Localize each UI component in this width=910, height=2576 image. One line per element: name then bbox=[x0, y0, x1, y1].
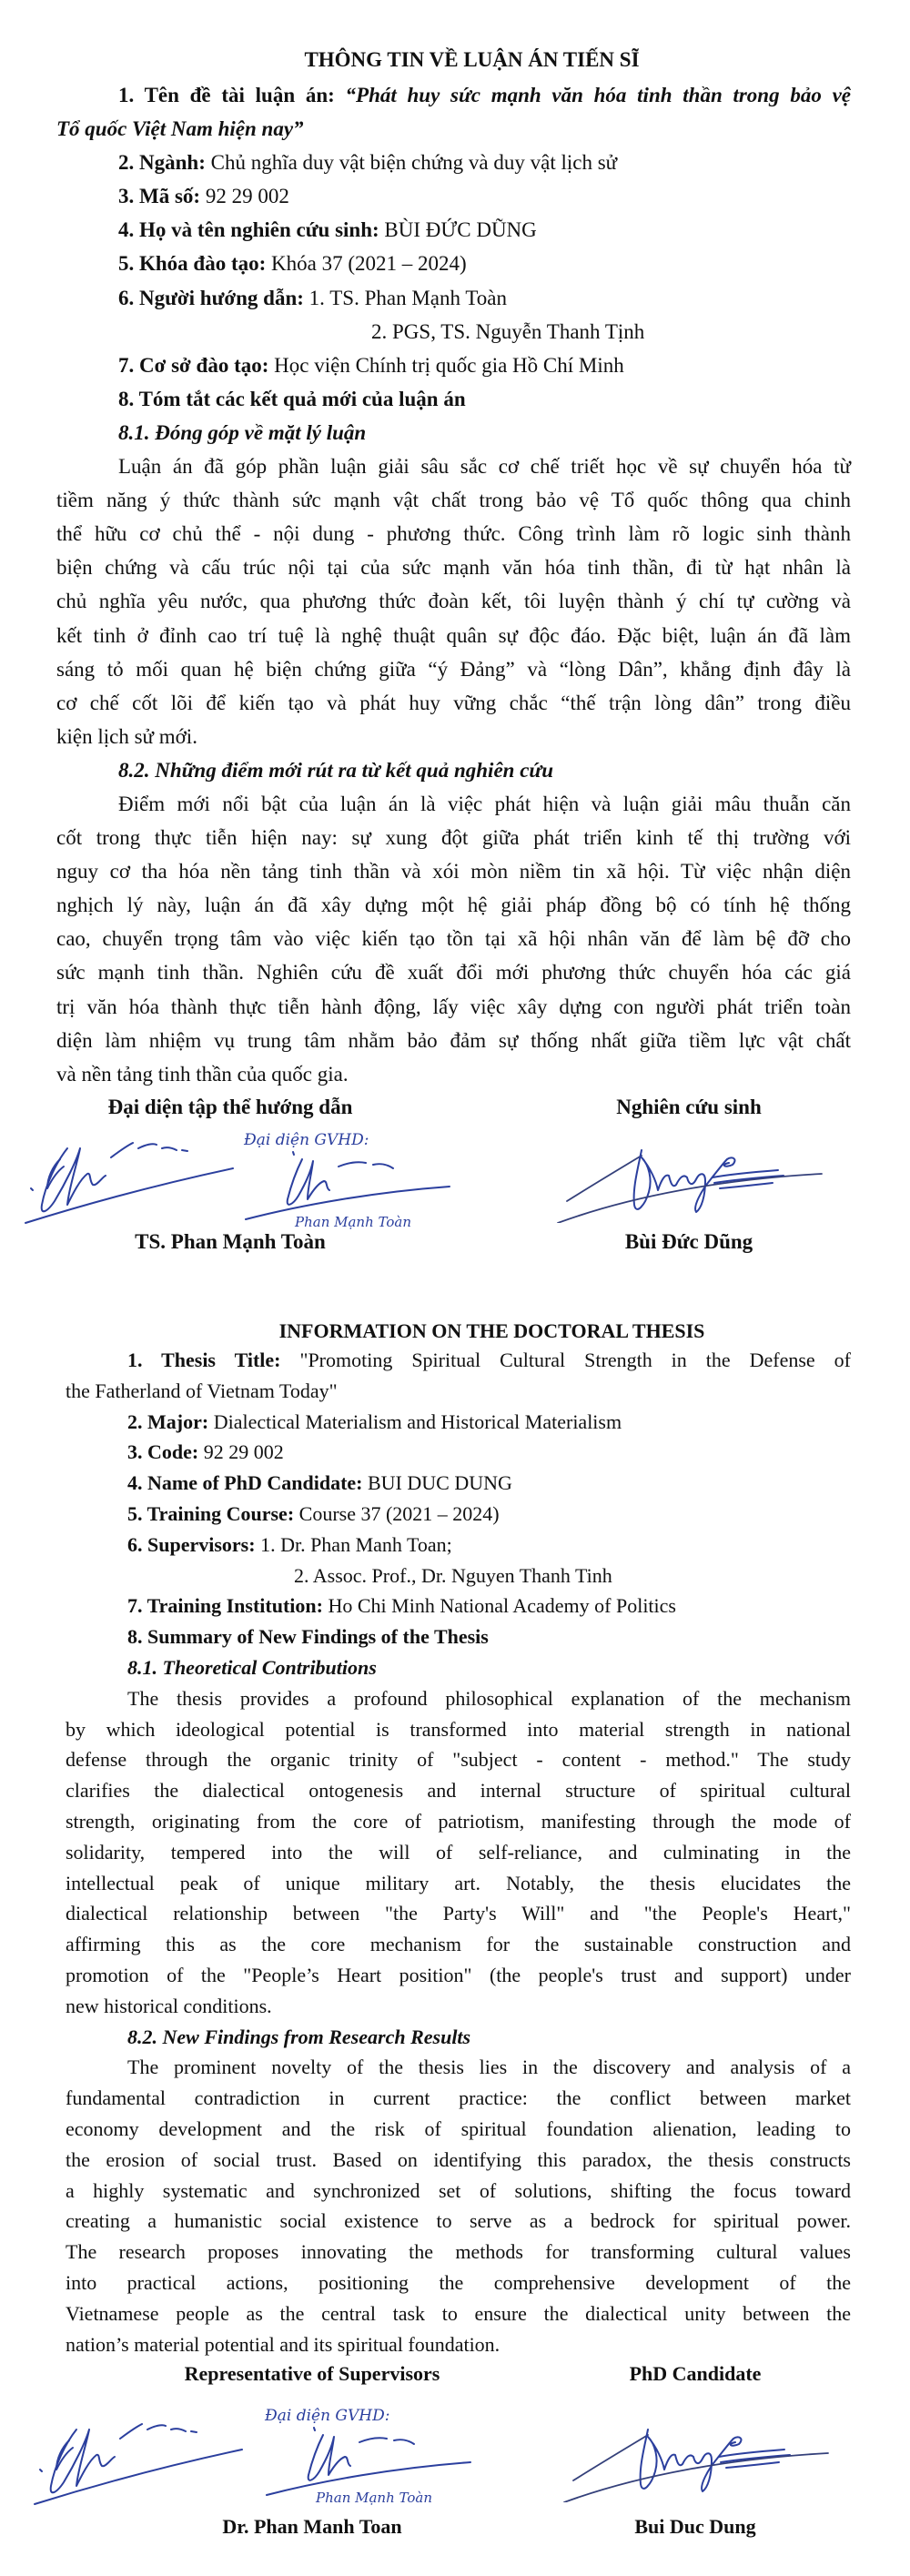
vi-s82-text: Điểm mới nổi bật của luận án là việc phát hiện và luận giải mâu thuẫn căn bbox=[118, 792, 851, 815]
en-document-title: INFORMATION ON THE DOCTORAL THESIS bbox=[278, 1319, 705, 1342]
vi-s81-text: biện chứng và cấu trúc nội tại của sức mạnh văn hóa tinh thần, đi từ hạt nhân là bbox=[56, 556, 851, 580]
en-s81-text: dialectical relationship between "the Party's Will" and "the People's Heart," bbox=[66, 1902, 851, 1925]
en-code-value: 92 29 002 bbox=[203, 1440, 284, 1464]
vi-s81-text: Luận án đã góp phần luận giải sâu sắc cơ chế triết học về sự chuyển hóa từ bbox=[118, 455, 851, 479]
en-candidate-line bbox=[66, 1468, 851, 1499]
en-s82-line bbox=[66, 2268, 851, 2298]
en-s81-line bbox=[66, 1837, 851, 1868]
vi-supervisor-1-signature-icon bbox=[20, 1121, 238, 1226]
vi-supervisors-line-2 bbox=[56, 315, 851, 349]
en-section-8-2-heading bbox=[66, 2022, 851, 2053]
en-s81-line bbox=[66, 1806, 851, 1837]
en-s81-line bbox=[66, 1775, 851, 1806]
en-thesis-title-line bbox=[66, 1345, 851, 1376]
vi-handwritten-note: Đại diện GVHD: bbox=[244, 1131, 369, 1149]
vi-s81-line bbox=[56, 619, 851, 652]
vi-s81-line bbox=[56, 686, 851, 720]
en-s81-text: solidarity, tempered into the will of self-reliance, and culminating in the bbox=[66, 1840, 851, 1864]
vi-s81-text: sáng tỏ mối quan hệ biện chứng giữa “ý Đảng” và “lòng Dân”, khẳng định đây là bbox=[56, 657, 851, 681]
en-s82-line bbox=[66, 2145, 851, 2176]
en-s81-text: clarifies the dialectical ontogenesis and internal structure of spiritual cultural bbox=[66, 1779, 851, 1803]
vi-s82-line bbox=[56, 1024, 851, 1057]
vi-supervisor-2: 2. PGS, TS. Nguyễn Thanh Tịnh bbox=[371, 319, 645, 343]
en-s82-text: economy development and the risk of spiritual foundation alienation, leading to bbox=[66, 2116, 851, 2140]
en-supervisor-sign-heading: Representative of Supervisors bbox=[184, 2362, 440, 2385]
en-s82-text: the erosion of social trust. Based on identifying this paradox, the thesis constructs bbox=[66, 2147, 851, 2171]
en-s81-text: by which ideological potential is transformed into material strength in national bbox=[66, 1717, 851, 1741]
vi-s81-text: thể hữu cơ chủ thể - nội dung - phương thức. Công trình làm rõ logic sinh thành bbox=[56, 522, 851, 546]
vi-supervisor-1: 1. TS. Phan Mạnh Toàn bbox=[308, 286, 507, 309]
en-s81-line bbox=[66, 1714, 851, 1745]
vi-section-8-1-heading-text: 8.1. Đóng góp về mặt lý luận bbox=[118, 420, 367, 444]
en-s81-text: strength, originating from the core of patriotism, manifesting through the mode of bbox=[66, 1809, 851, 1833]
vi-candidate-name: Bùi Đức Dũng bbox=[624, 1230, 753, 1253]
vi-s82-text: và nền tảng tinh thần của quốc gia. bbox=[56, 1062, 349, 1086]
en-s82-line bbox=[66, 2329, 851, 2360]
vi-candidate-signature-icon bbox=[551, 1132, 824, 1223]
en-course-label: 5. Training Course: bbox=[127, 1501, 295, 1525]
en-major-value: Dialectical Materialism and Historical Materialism bbox=[213, 1409, 622, 1433]
vi-summary-heading-text: 8. Tóm tắt các kết quả mới của luận án bbox=[118, 387, 466, 410]
en-supervisor-2-signature-icon bbox=[259, 2400, 487, 2510]
en-course-line bbox=[66, 1499, 851, 1530]
vi-thesis-info bbox=[56, 78, 851, 1091]
vi-s81-text: kết tinh ở đỉnh cao trí tuệ là nghệ thuật quân sự độc đáo. Đặc biệt, luận án đã làm bbox=[56, 623, 851, 647]
vi-thesis-title-value-cont: Tổ quốc Việt Nam hiện nay” bbox=[56, 117, 304, 141]
en-s82-text: nation’s material potential and its spiritual foundation. bbox=[66, 2332, 500, 2356]
vi-s81-text: tiềm năng ý thức thành sức mạnh vật chất trong bảo vệ Tổ quốc thông qua chinh bbox=[56, 489, 851, 512]
vi-handwritten-name: Phan Mạnh Toàn bbox=[295, 1214, 411, 1230]
en-s81-text: defense through the organic trinity of "subject - content - method." The study bbox=[66, 1748, 851, 1772]
vi-supervisor-sign-heading: Đại diện tập thể hướng dẫn bbox=[107, 1096, 353, 1118]
vi-candidate-label: 4. Họ và tên nghiên cứu sinh: bbox=[118, 218, 379, 242]
vi-institution-label: 7. Cơ sở đào tạo: bbox=[118, 353, 269, 377]
en-s81-line bbox=[66, 1683, 851, 1714]
en-s81-line bbox=[66, 1929, 851, 1960]
en-s82-line bbox=[66, 2176, 851, 2207]
en-candidate-signature-icon bbox=[557, 2411, 830, 2502]
en-s81-line bbox=[66, 1991, 851, 2022]
en-institution-line bbox=[66, 1591, 851, 1621]
vi-s81-line bbox=[56, 517, 851, 551]
en-s81-line bbox=[66, 1960, 851, 1991]
vi-code-line bbox=[56, 179, 851, 213]
en-handwritten-name: Phan Mạnh Toàn bbox=[316, 2490, 432, 2506]
vi-s82-text: trị văn hóa thành thực tiễn hành động, lấy việc xây dựng con người phát triển toàn bbox=[56, 995, 851, 1018]
en-summary-heading-text: 8. Summary of New Findings of the Thesis bbox=[127, 1625, 489, 1649]
vi-institution-line bbox=[56, 349, 851, 382]
vi-thesis-title-line bbox=[56, 78, 851, 112]
vi-s81-line bbox=[56, 551, 851, 584]
vi-supervisors-label: 6. Người hướng dẫn: bbox=[118, 286, 304, 309]
vi-s82-text: diện làm nhiệm vụ trung tâm nhằm bảo đảm sự thống nhất giữa tiềm lực vật chất bbox=[56, 1028, 851, 1052]
en-supervisor-name: Dr. Phan Manh Toan bbox=[222, 2515, 402, 2538]
en-s82-line bbox=[66, 2237, 851, 2268]
en-candidate-name: Bui Duc Dung bbox=[634, 2515, 756, 2538]
en-thesis-title-value: "Promoting Spiritual Cultural Strength in the Defense of bbox=[299, 1349, 851, 1371]
en-s82-line bbox=[66, 2206, 851, 2237]
vi-s82-text: cốt trong thực tiễn hiện nay: sự xung đột giữa phát triển kinh tế thị trường với bbox=[56, 826, 851, 850]
vi-s82-text: sức mạnh tinh thần. Nghiên cứu đề xuất đổi mới phương thức chuyển hóa các giá bbox=[56, 961, 851, 985]
en-s81-line bbox=[66, 1868, 851, 1899]
vi-code-value: 92 29 002 bbox=[205, 185, 289, 208]
vi-institution-value: Học viện Chính trị quốc gia Hồ Chí Minh bbox=[274, 353, 624, 377]
en-thesis-title-line-2 bbox=[66, 1376, 851, 1407]
en-s82-line bbox=[66, 2298, 851, 2329]
en-major-line bbox=[66, 1407, 851, 1438]
en-s81-text: The thesis provides a profound philosophical explanation of the mechanism bbox=[127, 1686, 851, 1710]
en-summary-heading bbox=[66, 1621, 851, 1652]
vi-thesis-title-line-2 bbox=[56, 112, 851, 146]
en-supervisors-line bbox=[66, 1530, 851, 1561]
en-section-8-1-heading-text: 8.1. Theoretical Contributions bbox=[127, 1655, 377, 1679]
en-candidate-sign-heading: PhD Candidate bbox=[629, 2362, 762, 2385]
en-s82-line bbox=[66, 2114, 851, 2145]
vi-s82-line bbox=[56, 922, 851, 955]
en-s82-text: Vietnamese people as the central task to ensure the dialectical unity between the bbox=[66, 2301, 851, 2325]
vi-s81-text: kiện lịch sử mới. bbox=[56, 724, 197, 748]
en-supervisor-1-signature-icon bbox=[29, 2402, 248, 2507]
vi-s82-line bbox=[56, 1057, 851, 1091]
vi-document-title: THÔNG TIN VỀ LUẬN ÁN TIẾN SĨ bbox=[304, 48, 640, 71]
vi-s81-line bbox=[56, 584, 851, 618]
en-thesis-info bbox=[66, 1345, 851, 2359]
vi-thesis-title-label: 1. Tên đề tài luận án: bbox=[118, 84, 335, 106]
en-s81-text: affirming this as the core mechanism for the sustainable construction and bbox=[66, 1933, 851, 1956]
vi-s81-line bbox=[56, 652, 851, 686]
en-s81-text: intellectual peak of unique military art. Notably, the thesis elucidates the bbox=[66, 1871, 851, 1894]
en-s82-text: The research proposes innovating the methods for transforming cultural values bbox=[66, 2240, 851, 2264]
vi-section-8-2-heading-text: 8.2. Những điểm mới rút ra từ kết quả nghiên cứu bbox=[118, 758, 553, 782]
vi-s82-line bbox=[56, 854, 851, 888]
en-supervisor-2: 2. Assoc. Prof., Dr. Nguyen Thanh Tinh bbox=[294, 1563, 612, 1587]
vi-section-8-2-heading bbox=[56, 753, 851, 787]
vi-s82-text: cao, chuyển trọng tâm vào việc kiến tạo tồn tại xã hội nhân văn để làm bệ đỡ cho bbox=[56, 927, 851, 951]
en-supervisors-line-2 bbox=[66, 1561, 851, 1591]
en-section-8-1-heading bbox=[66, 1652, 851, 1683]
vi-course-value: Khóa 37 (2021 – 2024) bbox=[271, 252, 467, 276]
vi-summary-heading bbox=[56, 382, 851, 416]
en-handwritten-note: Đại diện GVHD: bbox=[265, 2407, 390, 2425]
en-s81-line bbox=[66, 1744, 851, 1775]
en-s82-text: a highly systematic and synchronized set of solutions, shifting the focus toward bbox=[66, 2178, 851, 2202]
vi-s81-text: chủ nghĩa yêu nước, qua phương thức đoàn kết, tôi luyện thành ý chí tự cường và bbox=[56, 590, 851, 613]
en-course-value: Course 37 (2021 – 2024) bbox=[298, 1501, 500, 1525]
en-s82-text: The prominent novelty of the thesis lies in the discovery and analysis of a bbox=[127, 2056, 851, 2079]
vi-s82-line bbox=[56, 888, 851, 922]
en-institution-value: Ho Chi Minh National Academy of Politics bbox=[328, 1594, 676, 1618]
vi-s82-line bbox=[56, 990, 851, 1024]
vi-s81-line bbox=[56, 450, 851, 483]
vi-candidate-sign-heading: Nghiên cứu sinh bbox=[616, 1096, 762, 1118]
en-s82-line bbox=[66, 2052, 851, 2083]
vi-major-label: 2. Ngành: bbox=[118, 151, 206, 175]
en-s81-line bbox=[66, 1898, 851, 1929]
vi-s81-line bbox=[56, 483, 851, 517]
en-s82-line bbox=[66, 2083, 851, 2114]
vi-major-value: Chủ nghĩa duy vật biện chứng và duy vật lịch sử bbox=[210, 151, 618, 175]
en-code-line bbox=[66, 1437, 851, 1468]
vi-supervisors-line bbox=[56, 281, 851, 315]
vi-section-8-1-heading bbox=[56, 416, 851, 450]
en-s82-text: fundamental contradiction in current practice: the conflict between market bbox=[66, 2086, 851, 2110]
vi-code-label: 3. Mã số: bbox=[118, 185, 201, 208]
vi-s82-text: nghịch lý này, luận án đã xây dựng một hệ giải pháp đồng bộ có tính hệ thống bbox=[56, 894, 851, 917]
vi-supervisor-name: TS. Phan Mạnh Toàn bbox=[135, 1230, 326, 1253]
en-candidate-value: BUI DUC DUNG bbox=[368, 1471, 512, 1495]
en-s82-text: creating a humanistic social existence to serve as a bedrock for spiritual power. bbox=[66, 2209, 851, 2233]
vi-s82-line bbox=[56, 821, 851, 854]
en-supervisors-label: 6. Supervisors: bbox=[127, 1532, 256, 1556]
vi-course-label: 5. Khóa đào tạo: bbox=[118, 252, 267, 276]
vi-major-line bbox=[56, 146, 851, 179]
en-supervisor-1: 1. Dr. Phan Manh Toan; bbox=[260, 1532, 452, 1556]
en-code-label: 3. Code: bbox=[127, 1440, 199, 1464]
vi-candidate-value: BÙI ĐỨC DŨNG bbox=[384, 218, 537, 242]
en-section-8-2-heading-text: 8.2. New Findings from Research Results bbox=[127, 2025, 471, 2048]
en-thesis-title-value-cont: the Fatherland of Vietnam Today" bbox=[66, 1379, 338, 1402]
vi-s82-line bbox=[56, 787, 851, 821]
vi-course-line bbox=[56, 247, 851, 280]
vi-candidate-line bbox=[56, 213, 851, 247]
vi-s82-text: nguy cơ tha hóa nền tảng tinh thần và xói mòn niềm tin xã hội. Từ việc nhận diện bbox=[56, 860, 851, 884]
en-major-label: 2. Major: bbox=[127, 1409, 209, 1433]
vi-supervisor-2-signature-icon bbox=[238, 1125, 466, 1234]
vi-s81-line bbox=[56, 720, 851, 753]
en-institution-label: 7. Training Institution: bbox=[127, 1594, 323, 1618]
en-s81-text: promotion of the "People’s Heart position" (the people's trust and support) under bbox=[66, 1963, 851, 1986]
en-candidate-label: 4. Name of PhD Candidate: bbox=[127, 1471, 363, 1495]
en-s82-text: into practical actions, positioning the comprehensive development of the bbox=[66, 2270, 851, 2294]
en-s81-text: new historical conditions. bbox=[66, 1994, 272, 2017]
vi-s81-text: cơ chế cốt lõi để kiến tạo và phát huy vững chắc “thế trận lòng dân” trong điều bbox=[56, 691, 851, 714]
vi-s82-line bbox=[56, 955, 851, 989]
en-thesis-title-label: 1. Thesis Title: bbox=[127, 1349, 281, 1371]
vi-thesis-title-value: “Phát huy sức mạnh văn hóa tinh thần trong bảo vệ bbox=[345, 84, 851, 106]
